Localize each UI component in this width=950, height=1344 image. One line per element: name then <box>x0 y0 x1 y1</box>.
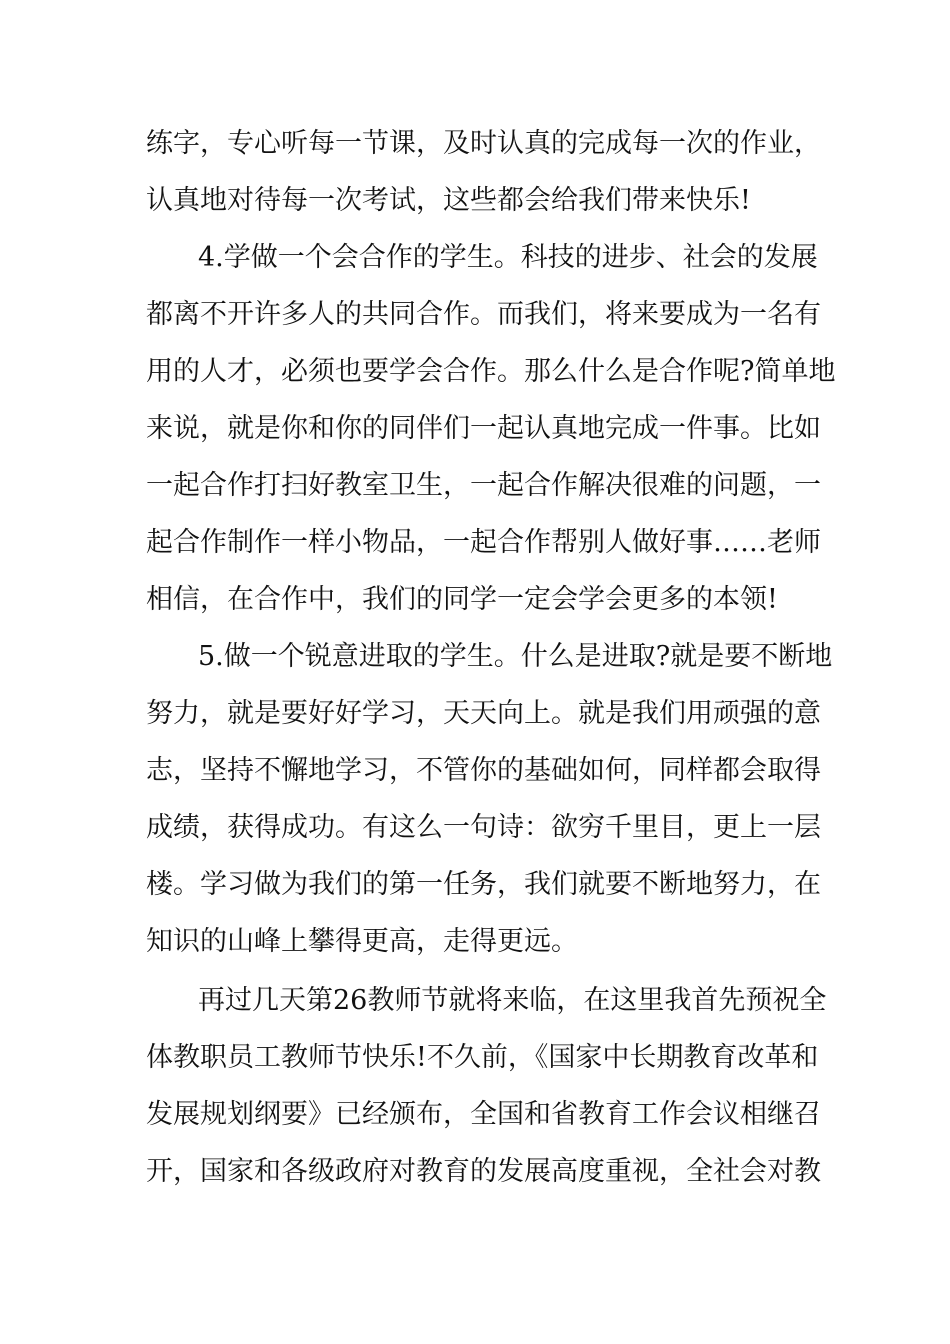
text-line: 志，坚持不懈地学习，不管你的基础如何，同样都会取得 <box>146 755 821 786</box>
text-line: 成绩，获得成功。有这么一句诗：欲穷千里目，更上一层 <box>146 812 821 843</box>
text-line: 起合作制作一样小物品，一起合作帮别人做好事……老师 <box>146 527 821 558</box>
paragraph-teachers-day-first-line: 再过几天第26教师节就将来临，在这里我首先预祝全 <box>198 985 827 1016</box>
text-line: 知识的山峰上攀得更高，走得更远。 <box>146 926 578 957</box>
text-line: 努力，就是要好好学习，天天向上。就是我们用顽强的意 <box>146 698 821 729</box>
text-line: 一起合作打扫好教室卫生，一起合作解决很难的问题，一 <box>146 470 821 501</box>
text-line: 认真地对待每一次考试，这些都会给我们带来快乐! <box>146 185 751 216</box>
text-line: 来说，就是你和你的同伴们一起认真地完成一件事。比如 <box>146 413 821 444</box>
paragraph-5-first-line: 5.做一个锐意进取的学生。什么是进取?就是要不断地 <box>198 641 833 672</box>
text-line: 相信，在合作中，我们的同学一定会学会更多的本领! <box>146 584 778 615</box>
text-line: 开，国家和各级政府对教育的发展高度重视，全社会对教 <box>146 1156 821 1187</box>
text-line: 练字，专心听每一节课，及时认真的完成每一次的作业， <box>146 128 821 159</box>
text-line: 发展规划纲要》已经颁布，全国和省教育工作会议相继召 <box>146 1099 821 1130</box>
text-line: 都离不开许多人的共同合作。而我们，将来要成为一名有 <box>146 299 821 330</box>
text-line: 用的人才，必须也要学会合作。那么什么是合作呢?简单地 <box>146 356 836 387</box>
text-line: 楼。学习做为我们的第一任务，我们就要不断地努力，在 <box>146 869 821 900</box>
paragraph-4-first-line: 4.学做一个会合作的学生。科技的进步、社会的发展 <box>198 242 818 273</box>
text-line: 体教职员工教师节快乐!不久前，《国家中长期教育改革和 <box>146 1042 819 1073</box>
